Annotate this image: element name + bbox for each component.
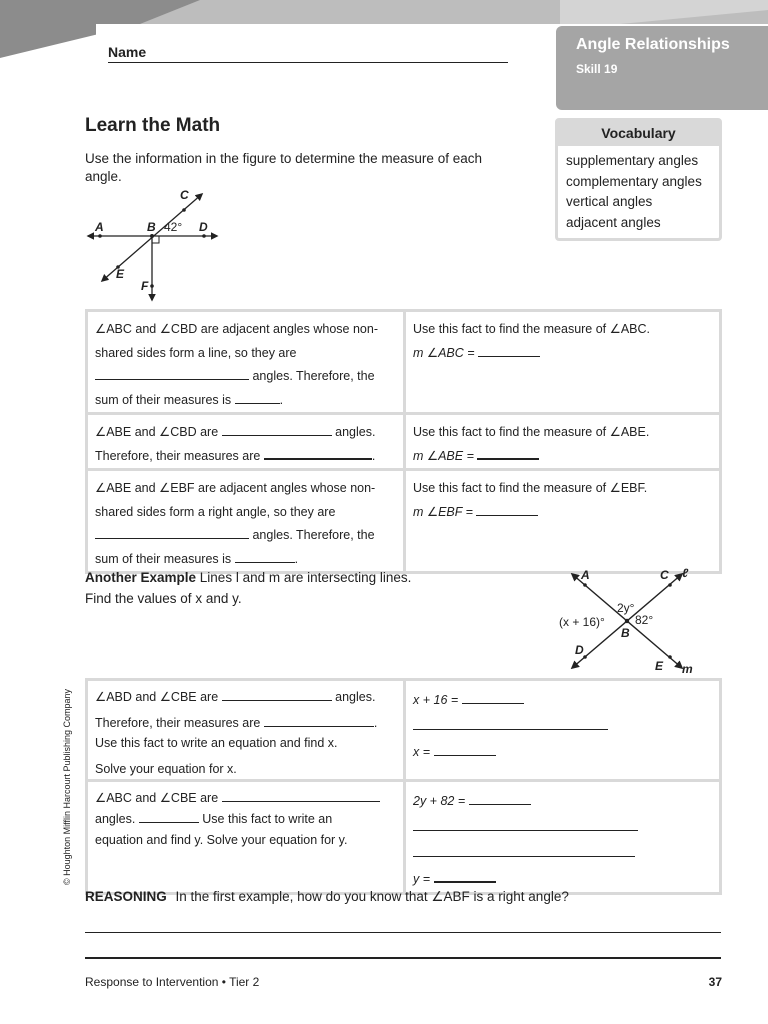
table-row (87, 680, 721, 781)
answer-blank[interactable] (235, 551, 295, 563)
table-cell: ∠ABD and ∠CBE are angles. Therefore, their measures are . Use this fact to write an equation and find x. Solve your equation for x. (87, 680, 405, 781)
footer-text: Response to Intervention • Tier 2 (85, 975, 260, 989)
row2-right-text-b: m ∠ABE = (413, 448, 474, 463)
page-number: 37 (708, 975, 722, 989)
table-cell: ∠ABE and ∠CBD are angles. Therefore, their measures are . (87, 414, 405, 470)
vocabulary-term: complementary angles (566, 173, 702, 189)
row1-left-text-b: angles. Therefore, the sum of their measures is (95, 369, 375, 407)
reasoning-text: In the first example, how do you know that ∠ABF is a right angle? (175, 889, 569, 904)
fig2-angle-right: 82° (635, 613, 654, 627)
row3-left-text-b: angles. Therefore, the sum of their measures is (95, 528, 375, 566)
fig2-label-l: ℓ (682, 566, 689, 580)
table-row (87, 470, 721, 573)
answer-blank[interactable] (434, 744, 496, 756)
answer-blank[interactable] (264, 715, 374, 727)
row3-right-text-a: Use this fact to find the measure of ∠EBF. (413, 481, 648, 495)
reasoning-answer-line[interactable] (85, 932, 721, 933)
section-title: Learn the Math (85, 115, 221, 136)
fig2-label-e: E (655, 659, 664, 673)
answer-blank[interactable] (222, 689, 332, 701)
t2-row2-left-text-d: equation and find y. Solve your equation for y. (95, 833, 348, 847)
answer-blank[interactable] (264, 448, 372, 460)
practice-table-1 (85, 309, 722, 574)
answer-blank[interactable] (434, 871, 496, 883)
name-field[interactable] (108, 44, 508, 64)
skill-label: Skill 19 (576, 62, 618, 76)
answer-blank[interactable] (413, 845, 635, 857)
row2-left-text-c: Therefore, their measures are (95, 448, 261, 463)
reasoning-label: REASONING (85, 889, 167, 904)
t2-row2-left-text-c: Use this fact to write an (202, 812, 333, 826)
table-cell (405, 781, 721, 894)
row1-left-text-a: ∠ABC and ∠CBD are adjacent angles whose non-shared sides form a line, so they are (95, 322, 378, 360)
answer-blank[interactable] (413, 718, 608, 730)
t2-row2-left-text-b: angles. (95, 812, 136, 826)
name-label: Name (108, 44, 147, 60)
another-example (85, 567, 535, 609)
t2-row1-left-text-a: ∠ABD and ∠CBE are (95, 690, 219, 704)
name-line (108, 62, 508, 63)
table-row (87, 311, 721, 414)
t2-row2-right-text-a: 2y + 82 = (413, 794, 466, 808)
fig1-label-c: C (180, 188, 189, 202)
t2-row1-left-text-d: Use this fact to write an equation and find x. (95, 736, 338, 750)
fig1-label-f: F (141, 279, 149, 293)
table-row (87, 781, 721, 894)
footer-rule (85, 957, 721, 959)
row2-left-text-b: angles. (335, 425, 376, 439)
table-cell (405, 680, 721, 781)
fig1-angle-label: 42° (164, 220, 183, 234)
title-box (556, 26, 768, 110)
answer-blank[interactable] (235, 392, 280, 404)
vocabulary-box (555, 118, 722, 241)
row1-right-text-b: m ∠ABC = (413, 345, 475, 360)
fig2-angle-left: (x + 16)° (559, 615, 605, 629)
fig2-label-a: A (581, 568, 590, 582)
table-cell: ∠ABE and ∠EBF are adjacent angles whose non-shared sides form a right angle, so they are angles. Therefore, the sum of their measures is . (87, 470, 405, 573)
t2-row2-left-text-a: ∠ABC and ∠CBE are (95, 791, 219, 805)
angle-figure-2 (550, 562, 720, 680)
t2-row2-right-text-b: y = (413, 872, 431, 886)
fig2-angle-top: 2y° (617, 601, 635, 615)
answer-blank[interactable] (95, 527, 249, 539)
t2-row1-right-text-a: x + 16 = (413, 693, 459, 707)
fig1-label-b: B (147, 220, 156, 234)
table-row (87, 414, 721, 470)
fig1-label-a: A (95, 220, 104, 234)
vocabulary-term: supplementary angles (566, 153, 699, 168)
table-cell (87, 781, 405, 894)
t2-row1-left-text-b: angles. (335, 690, 376, 704)
reasoning-question (85, 889, 569, 905)
row3-left-text-a: ∠ABE and ∠EBF are adjacent angles whose non-shared sides form a right angle, so they are (95, 481, 376, 519)
answer-blank[interactable] (478, 345, 540, 357)
t2-row1-left-text-c: Therefore, their measures are (95, 716, 261, 730)
intro-text: Use the information in the figure to determine the measure of each angle. (85, 151, 482, 184)
fig1-label-e: E (116, 267, 125, 281)
vocabulary-term: adjacent angles (566, 214, 661, 230)
answer-blank[interactable] (139, 811, 199, 823)
table-cell (405, 311, 721, 414)
page-title: Angle Relationships (576, 36, 730, 53)
another-example-text: Lines l and m are intersecting lines. (199, 570, 412, 585)
row1-right-text-a: Use this fact to find the measure of ∠ABC. (413, 322, 651, 336)
table-cell: ∠ABC and ∠CBD are adjacent angles whose non-shared sides form a line, so they are angles. Therefore, the sum of their measures is . (87, 311, 405, 414)
fig2-label-d: D (575, 643, 584, 657)
t2-row1-left-text-e: Solve your equation for x. (95, 762, 237, 776)
fig2-label-b: B (621, 626, 630, 640)
fig1-label-d: D (199, 220, 208, 234)
vocabulary-heading: Vocabulary (558, 121, 719, 146)
t2-row1-right-text-b: x = (413, 745, 431, 759)
row2-left-text-a: ∠ABE and ∠CBD are (95, 425, 219, 439)
answer-blank[interactable] (413, 819, 638, 831)
table-cell (405, 414, 721, 470)
answer-blank[interactable] (477, 448, 539, 460)
angle-figure-1 (80, 186, 230, 304)
answer-blank[interactable] (462, 692, 524, 704)
vocabulary-term: vertical angles (566, 194, 653, 209)
row3-right-text-b: m ∠EBF = (413, 504, 473, 519)
copyright-text: © Houghton Mifflin Harcourt Publishing Company (62, 688, 72, 885)
answer-blank[interactable] (469, 793, 531, 805)
another-example-text-2: Find the values of x and y. (85, 591, 242, 606)
answer-blank[interactable] (222, 424, 332, 436)
fig2-label-m: m (682, 662, 693, 676)
answer-blank[interactable] (95, 368, 249, 380)
practice-table-2 (85, 678, 722, 895)
answer-blank[interactable] (222, 790, 380, 802)
answer-blank[interactable] (476, 504, 538, 516)
table-cell (405, 470, 721, 573)
another-example-label: Another Example (85, 570, 197, 585)
row2-right-text-a: Use this fact to find the measure of ∠ABE. (413, 425, 650, 439)
fig2-label-c: C (660, 568, 669, 582)
